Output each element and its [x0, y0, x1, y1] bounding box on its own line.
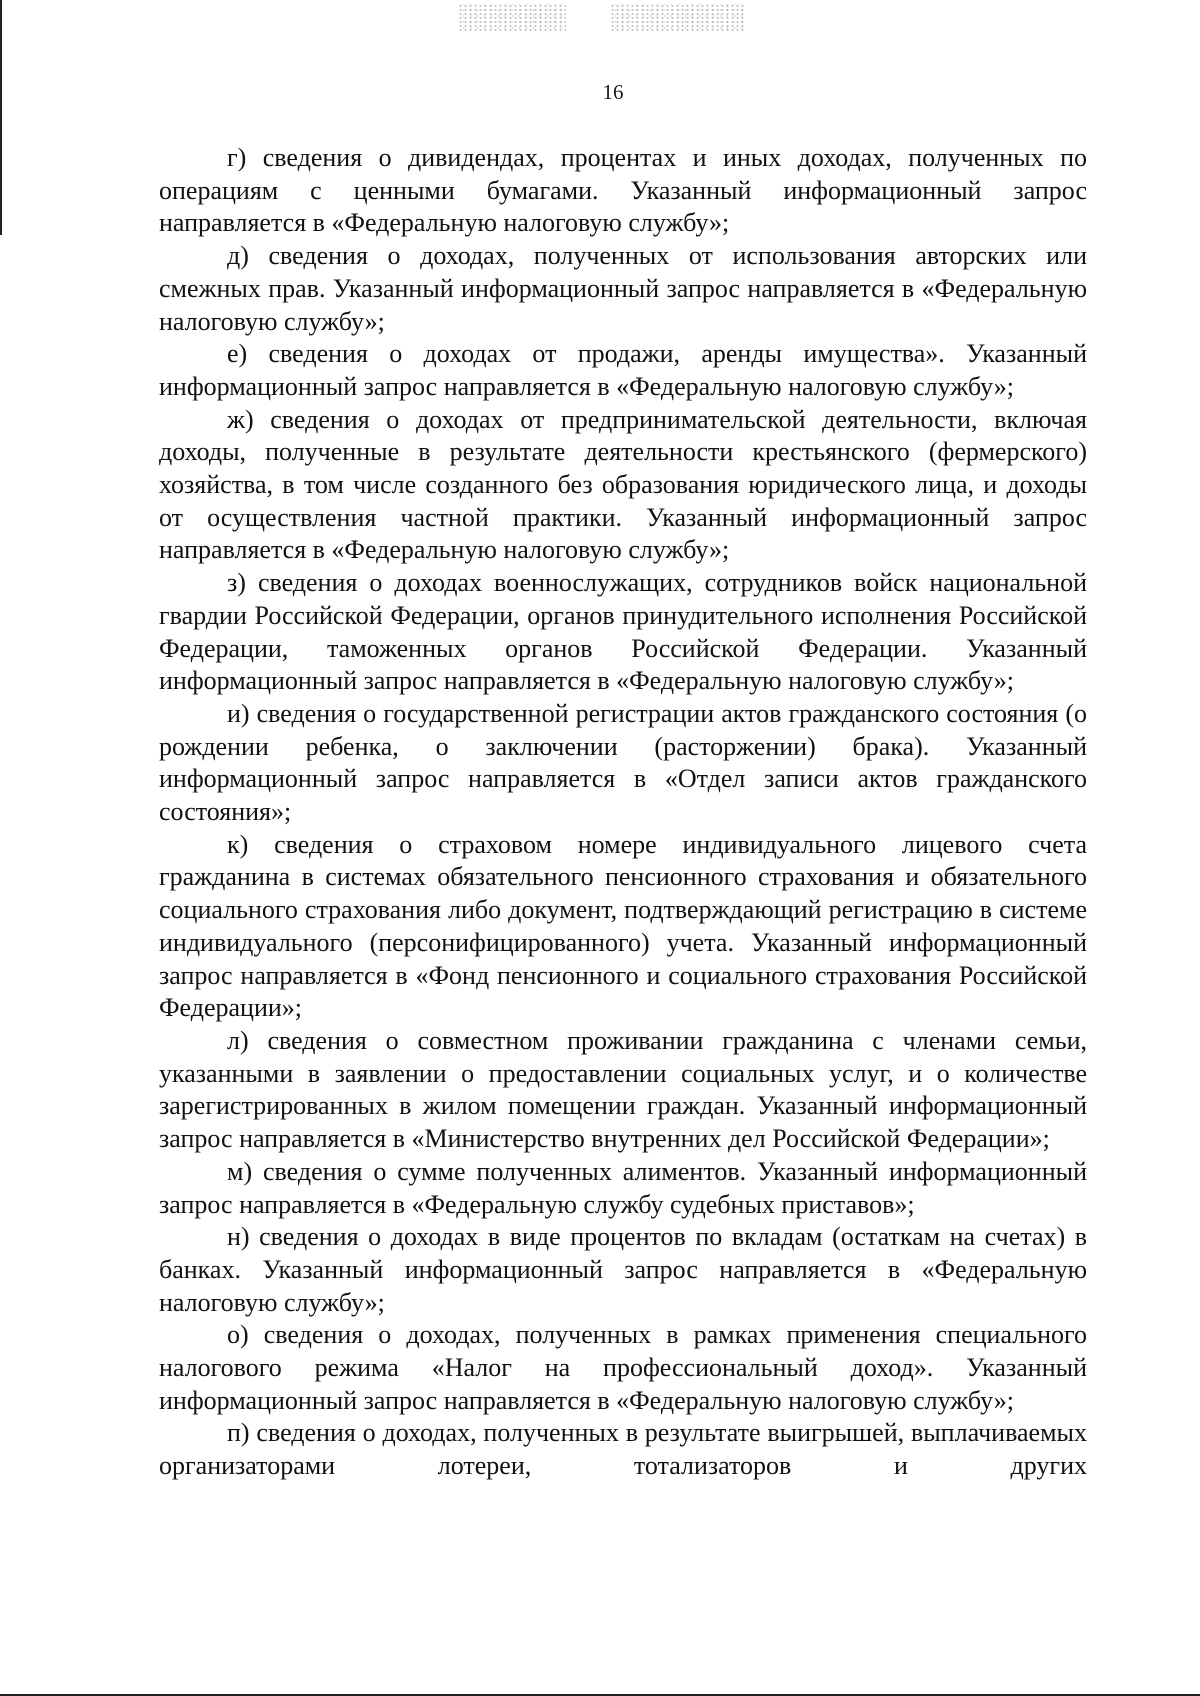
paragraph-g: г) сведения о дивидендах, процентах и иных доходах, полученных по операциям с ценными бумагами. Указанный информационный запрос направляется в «Федеральную налоговую службу»;	[159, 143, 1087, 238]
paragraph-k: к) сведения о страховом номере индивидуального лицевого счета гражданина в системах обязательного пенсионного страхования и обязательного социального страхования либо документ, подтверждающий регистрацию в системе индивидуального (персонифицированного) учета. Указанный информационный запрос направляется в «Фонд пенсионного и социального страхования Российской Федерации»;	[159, 829, 1087, 1023]
paragraph-p: п) сведения о доходах, полученных в результате выигрышей, выплачиваемых организаторами лотереи, тотализаторов и других	[159, 1418, 1087, 1481]
scan-left-edge	[0, 0, 2, 235]
paragraph-n: н) сведения о доходах в виде процентов по вкладам (остаткам на счетах) в банках. Указанный информационный запрос направляется в «Федеральную налоговую службу»;	[159, 1222, 1087, 1317]
paragraph-zh: ж) сведения о доходах от предпринимательской деятельности, включая доходы, полученные в результате деятельности крестьянского (фермерского) хозяйства, в том числе созданного без образования юридического лица, и доходы от осуществления частной практики. Указанный информационный запрос направляется в «Федеральную налоговую службу»;	[159, 404, 1087, 565]
scan-artifact	[610, 4, 745, 32]
paragraph-m: м) сведения о сумме полученных алиментов. Указанный информационный запрос направляется в «Федеральную службу судебных приставов»;	[159, 1156, 1087, 1219]
document-body	[159, 142, 1087, 1483]
paragraph-e: е) сведения о доходах от продажи, аренды имущества». Указанный информационный запрос направляется в «Федеральную налоговую службу»;	[159, 339, 1087, 401]
paragraph-i: и) сведения о государственной регистрации актов гражданского состояния (о рождении ребенка, о заключении (расторжении) брака). Указанный информационный запрос направляется в «Отдел записи актов гражданского состояния»;	[159, 698, 1087, 827]
paragraph-o: о) сведения о доходах, полученных в рамках применения специального налогового режима «Налог на профессиональный доход». Указанный информационный запрос направляется в «Федеральную налоговую службу»;	[159, 1320, 1087, 1415]
page-number: 16	[602, 80, 624, 104]
paragraph-d: д) сведения о доходах, полученных от использования авторских или смежных прав. Указанный информационный запрос направляется в «Федеральную налоговую службу»;	[159, 241, 1087, 336]
paragraph-l: л) сведения о совместном проживании гражданина с членами семьи, указанными в заявлении о предоставлении социальных услуг, и о количестве зарегистрированных в жилом помещении граждан. Указанный информационный запрос направляется в «Министерство внутренних дел Российской Федерации»;	[159, 1025, 1087, 1154]
scan-artifact	[458, 4, 566, 32]
paragraph-z: з) сведения о доходах военнослужащих, сотрудников войск национальной гвардии Российской Федерации, органов принудительного исполнения Российской Федерации, таможенных органов Российской Федерации. Указанный информационный запрос направляется в «Федеральную налоговую службу»;	[159, 568, 1087, 696]
